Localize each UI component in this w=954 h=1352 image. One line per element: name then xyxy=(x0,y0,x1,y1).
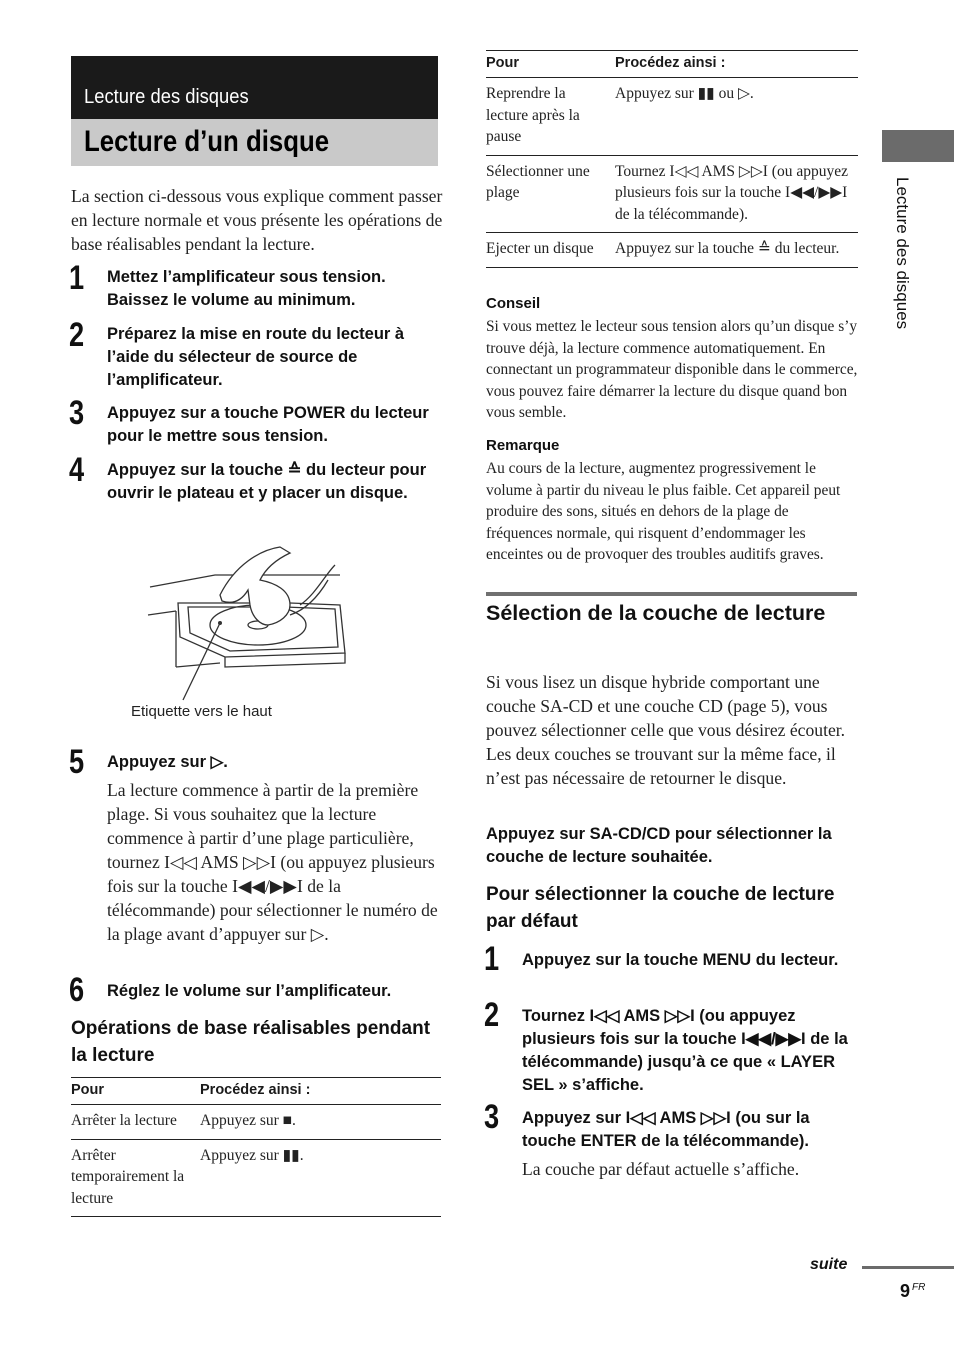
step-number-3: 3 xyxy=(69,394,85,432)
table-row xyxy=(71,1139,441,1217)
table-cell-action: Appuyez sur la touche ≙ du lecteur. xyxy=(615,240,840,257)
table-cell-pour: Arrêter la lecture xyxy=(71,1112,177,1129)
illustration-caption: Etiquette vers le haut xyxy=(131,703,272,720)
layer-step-number-1: 1 xyxy=(484,940,500,978)
layer-intro: Si vous lisez un disque hybride comportant une couche SA-CD et une couche CD (page 5), vous pouvez sélectionner celle que vous désirez écouter. Les deux couches se trouvant sur la même face, il n’est pas nécessaire de retourner le disque. xyxy=(486,672,846,788)
section-title-layer: Sélection de la couche de lecture xyxy=(486,601,826,625)
table-cell-pour: Ejecter un disque xyxy=(486,240,594,257)
table-cell-pour: Reprendre la lecture après la pause xyxy=(486,85,580,145)
operations-heading: Opérations de base réalisables pendant la lecture xyxy=(71,1018,431,1066)
continued-label: suite xyxy=(810,1256,848,1273)
table-cell-pour: Arrêter temporairement la lecture xyxy=(71,1146,185,1207)
step-number-5: 5 xyxy=(69,743,85,781)
table-cell-action: Appuyez sur ■. xyxy=(200,1112,296,1129)
step-text-3: Appuyez sur a touche POWER du lecteur pour le mettre sous tension. xyxy=(107,404,429,445)
disc-tray-drawing xyxy=(140,545,360,705)
step-number-4: 4 xyxy=(69,451,85,489)
page-title: Lecture d’un disque xyxy=(84,125,330,158)
step-5-detail: La lecture commence à partir de la première plage. Si vous souhaitez que la lecture commence à partir d’une plage particulière, tournez I◁◁ AMS ▷▷I (ou appuyez plusieurs fois sur la touche I◀◀/▶▶I de la télécommande) pour sélectionner le numéro de la plage avant d’appuyer sur ▷. xyxy=(107,780,438,944)
step-number-1: 1 xyxy=(69,259,85,297)
layer-step-text-1: Appuyez sur la touche MENU du lecteur. xyxy=(522,951,839,969)
layer-step-text-3: Appuyez sur I◁◁ AMS ▷▷I (ou sur la touche ENTER de la télécommande). xyxy=(522,1109,810,1150)
page-title-bar xyxy=(71,119,438,166)
table-cell-action: Tournez I◁◁ AMS ▷▷I (ou appuyez plusieurs fois sur la touche I◀◀/▶▶I de la télécommande). xyxy=(615,162,848,223)
continued-rule xyxy=(862,1266,954,1269)
table-row xyxy=(486,155,858,233)
chapter-tab-marker xyxy=(882,130,954,162)
table-row xyxy=(486,233,858,268)
step-text-6: Réglez le volume sur l’amplificateur. xyxy=(107,982,392,1000)
table-cell-action: Appuyez sur ▮▮. xyxy=(200,1146,304,1164)
step-text-4: Appuyez sur la touche ≙ du lecteur pour ouvrir le plateau et y placer un disque. xyxy=(107,461,427,502)
step-text-1: Mettez l’amplificateur sous tension. Baissez le volume au minimum. xyxy=(107,268,386,309)
step-text-2: Préparez la mise en route du lecteur à l’aide du sélecteur de source de l’amplificateur. xyxy=(107,325,405,389)
section-divider xyxy=(486,592,857,596)
chapter-side-label-text: Lecture des disques xyxy=(893,177,912,330)
section-header-text: Lecture des disques xyxy=(84,86,249,108)
intro-paragraph: La section ci-dessous vous explique comment passer en lecture normale et vous présente les opérations de base réalisables pendant la lecture. xyxy=(71,186,443,254)
col-header-pour: Pour xyxy=(486,55,520,71)
pointer-dot xyxy=(218,621,222,625)
layer-step-3-detail: La couche par défaut actuelle s’affiche. xyxy=(522,1159,800,1179)
layer-subheading: Pour sélectionner la couche de lecture par défaut xyxy=(486,884,835,932)
section-header-bar xyxy=(71,56,438,119)
col-header-action: Procédez ainsi : xyxy=(200,1082,311,1098)
table-header-row xyxy=(71,1078,441,1105)
page-number: 9 xyxy=(900,1281,911,1301)
table-row xyxy=(486,78,858,156)
table-header-row xyxy=(486,51,858,78)
conseil-text: Si vous mettez le lecteur sous tension alors qu’un disque s’y trouve déjà, la lecture commence automatiquement. En connectant un programmateur disponible dans le commerce, vous pouvez faire démarrer la lecture du disque quand bon vous semble. xyxy=(486,318,858,421)
remarque-heading: Remarque xyxy=(486,437,560,454)
col-header-pour: Pour xyxy=(71,1082,105,1098)
table-row xyxy=(71,1105,441,1140)
step-number-2: 2 xyxy=(69,316,85,354)
operations-table-right xyxy=(486,50,858,268)
page-number-suffix: FR xyxy=(912,1282,926,1293)
table-cell-action: Appuyez sur ▮▮ ou ▷. xyxy=(615,85,754,102)
chapter-side-label xyxy=(892,177,922,377)
remarque-text: Au cours de la lecture, augmentez progressivement le volume à partir du niveau le plus faible. Cet appareil peut produire des sons, situés en dehors de la plage de fréquences normale, qui risquent d’endommager les enceintes ou de provoquer des troubles auditifs graves. xyxy=(486,460,841,563)
operations-table-left xyxy=(71,1077,441,1217)
conseil-heading: Conseil xyxy=(486,295,541,312)
step-number-6: 6 xyxy=(69,971,85,1009)
table-cell-pour: Sélectionner une plage xyxy=(486,162,590,201)
layer-instruction: Appuyez sur SA-CD/CD pour sélectionner la couche de lecture souhaitée. xyxy=(486,825,832,866)
layer-step-text-2: Tournez I◁◁ AMS ▷▷I (ou appuyez plusieurs fois sur la touche I◀◀/▶▶I de la télécommande) jusqu’à ce que « LAYER SEL » s’affiche. xyxy=(522,1007,848,1094)
layer-step-number-2: 2 xyxy=(484,996,500,1034)
layer-step-number-3: 3 xyxy=(484,1098,500,1136)
col-header-action: Procédez ainsi : xyxy=(615,55,726,71)
disc-tray-illustration xyxy=(140,545,360,705)
step-text-5: Appuyez sur ▷. xyxy=(107,753,228,771)
